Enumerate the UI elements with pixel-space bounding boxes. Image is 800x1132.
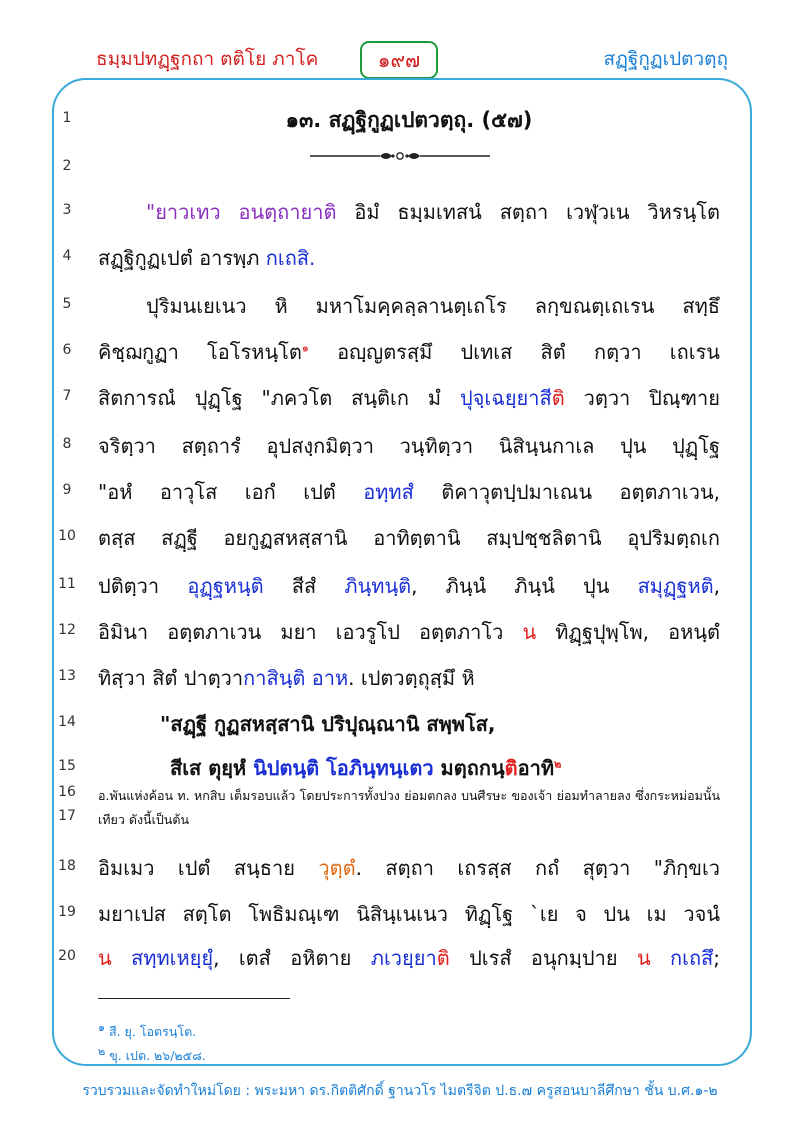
text-span: อญฺญตรสฺมึ ปเทเส สิตํ กตฺวา เถเรน bbox=[308, 340, 720, 364]
highlighted-word: สทฺทเหยฺยุํ bbox=[131, 946, 214, 970]
text-span: วตฺวา ปิณฺฑาย bbox=[564, 386, 720, 410]
highlighted-word: ปุจฺเฉยฺยาสี bbox=[459, 386, 552, 410]
text-line bbox=[146, 196, 720, 228]
highlighted-word: ติ bbox=[504, 756, 518, 780]
text-line bbox=[98, 104, 720, 137]
highlighted-word: กาสินฺติ bbox=[243, 666, 306, 690]
text-span: ตสฺส สฏฺฐี อยกูฏสหสฺสานิ อาทิตฺตานิ สมฺปชฺชลิตานิ อุปริมตฺถเก bbox=[98, 526, 720, 550]
text-line bbox=[98, 522, 720, 554]
footnote-2: $^๒$ ขุ. เปต. ๒๖/๒๕๘. bbox=[98, 1045, 206, 1064]
page-footer: รวบรวมและจัดทำใหม่โดย : พระมหา ดร.กิตติศักดิ์ ฐานวโร ไมตรีจิต ป.ธ.๗ ครูสอนบาลีศึกษา ชั้น บ.ศ.๑-๒ bbox=[82, 1083, 718, 1099]
text-line bbox=[98, 336, 720, 368]
highlighted-word: อทฺทสํ bbox=[363, 480, 414, 504]
ornament-divider-icon bbox=[300, 148, 500, 164]
text-line bbox=[160, 708, 720, 740]
footnote-1: $^๑$ สี. ยุ. โอตรนฺโต. bbox=[98, 1021, 197, 1040]
highlighted-word: ภเวยฺยา bbox=[370, 946, 437, 970]
line-number: 7 bbox=[62, 388, 72, 404]
highlighted-word: น bbox=[636, 946, 651, 970]
text-line bbox=[98, 786, 720, 806]
highlighted-word: น bbox=[522, 620, 537, 644]
highlighted-word: สมุฏฺฐหติ bbox=[637, 574, 714, 598]
line-number: 3 bbox=[62, 202, 72, 218]
text-span: ทิฏฺฐปุพฺโพ, อหนฺตํ bbox=[536, 620, 720, 644]
text-span: สิตการณํ ปุฏฺโฐ "ภควโต สนฺติเก มํ bbox=[98, 386, 460, 410]
text-line bbox=[98, 476, 720, 508]
running-header-right: สฏฺฐิกูฏเปตวตฺถุ bbox=[603, 48, 728, 70]
text-span: มตฺถกนฺ bbox=[433, 756, 505, 780]
highlighted-word: ภินฺทนฺติ bbox=[344, 574, 412, 598]
text-span: สีเส ตุยฺหํ bbox=[170, 756, 254, 780]
footnote-marker: ๒ bbox=[554, 757, 562, 771]
text-line bbox=[98, 242, 720, 274]
text-span: , ภินฺนํ ภินฺนํ ปุน bbox=[411, 574, 638, 598]
line-number: 11 bbox=[58, 576, 76, 592]
highlighted-word: โอภินฺทนฺเตว bbox=[326, 756, 434, 780]
text-span: สฏฺฐิกูฏเปตํ อารพฺภ bbox=[98, 246, 266, 270]
highlighted-word: น bbox=[98, 946, 112, 970]
highlighted-word: กเถสึ bbox=[670, 946, 714, 970]
text-span: ปติตฺวา bbox=[98, 574, 188, 598]
highlighted-word: ติ bbox=[551, 386, 565, 410]
line-number: 20 bbox=[58, 948, 76, 964]
text-span: จริตฺวา สตฺถารํ อุปสงฺกมิตฺวา วนฺทิตฺวา นิสินฺนกาเล ปุน ปุฏฺโฐ bbox=[98, 434, 720, 458]
footnote-marker: ๑ bbox=[301, 341, 309, 355]
text-span: ปเรสํ อนุกมฺปาย bbox=[449, 946, 637, 970]
text-span: สีสํ bbox=[263, 574, 345, 598]
text-span bbox=[651, 946, 670, 970]
line-number: 16 bbox=[58, 784, 76, 800]
highlighted-word: กเถสิ. bbox=[265, 246, 316, 270]
highlighted-word: ติ bbox=[436, 946, 450, 970]
highlighted-word: อุฏฺฐหนฺติ bbox=[187, 574, 264, 598]
highlighted-word: นิปตนฺติ bbox=[253, 756, 320, 780]
highlighted-word: อาห bbox=[311, 666, 349, 690]
text-span: , bbox=[713, 574, 720, 598]
text-span: อ.พันแห่งค้อน ท. หกสิบ เต็มรอบแล้ว โดยประการทั้งปวง ย่อมตกลง บนศีรษะ ของเจ้า ย่อมทำลายลง ซึ่งกระหม่อมนั้น bbox=[98, 788, 720, 803]
text-span: ทิสฺวา สิตํ ปาตฺวา bbox=[98, 666, 244, 690]
text-line bbox=[98, 898, 720, 930]
highlighted-word: ยาวเทว อนตฺถายาติ bbox=[155, 200, 337, 224]
line-number: 5 bbox=[62, 296, 72, 312]
line-number: 15 bbox=[58, 758, 76, 774]
text-span: , เตสํ อหิตาย bbox=[213, 946, 371, 970]
text-line bbox=[98, 570, 720, 602]
text-line bbox=[170, 752, 720, 784]
line-number: 4 bbox=[62, 248, 72, 264]
text-span: ๑๓. สฏฺฐิกูฏเปตวตฺถุ. (๕๗) bbox=[285, 108, 533, 132]
text-line bbox=[98, 616, 720, 648]
line-number: 19 bbox=[58, 904, 76, 920]
line-number: 18 bbox=[58, 858, 76, 874]
text-line bbox=[98, 852, 720, 884]
line-number: 9 bbox=[62, 482, 72, 498]
text-span: ; bbox=[713, 946, 721, 970]
line-number: 8 bbox=[62, 436, 72, 452]
text-span: คิชฺฌกูฏา โอโรหนฺโต bbox=[98, 340, 302, 364]
text-span: เทียว ดังนี้เป็นต้น bbox=[98, 812, 190, 827]
text-span: . เปตวตฺถุสฺมึ หิ bbox=[348, 666, 475, 690]
line-number: 1 bbox=[62, 110, 72, 126]
page-number-box: ๑๙๗ bbox=[360, 41, 438, 79]
text-span: มยาเปส สตฺโต โพธิมณฺเฑ นิสินฺเนเนว ทิฏฺโฐ `เย จ ปน เม วจนํ bbox=[98, 902, 720, 926]
text-line bbox=[98, 382, 720, 414]
text-span: ปุริมนเยเนว หิ มหาโมคฺคลฺลานตฺเถโร ลกฺขณตฺเถเรน สทฺธึ bbox=[146, 294, 720, 318]
text-line bbox=[98, 810, 720, 830]
highlighted-word: " bbox=[146, 200, 156, 224]
text-span: "อหํ อาวุโส เอกํ เปตํ bbox=[98, 480, 364, 504]
text-line bbox=[146, 290, 720, 322]
text-span: ติคาวุตปฺปมาเณน อตฺตภาเวน, bbox=[413, 480, 720, 504]
text-span bbox=[112, 946, 131, 970]
line-number: 2 bbox=[62, 158, 72, 174]
line-number: 10 bbox=[58, 528, 76, 544]
footnote-rule bbox=[98, 998, 290, 999]
line-number: 17 bbox=[58, 808, 76, 824]
text-span: "สฏฺฐี กูฏสหสฺสานิ ปริปุณฺณานิ สพฺพโส, bbox=[160, 712, 496, 736]
text-span: . สตฺถา เถรสฺส กถํ สุตฺวา "ภิกฺขเว bbox=[355, 856, 721, 880]
text-span: อาทิ bbox=[517, 756, 555, 780]
text-span: อิมํ ธมฺมเทสนํ สตฺถา เวฬุวเน วิหรนฺโต bbox=[336, 200, 720, 224]
text-line bbox=[98, 430, 720, 462]
line-number: 13 bbox=[58, 668, 76, 684]
text-span: อิมเมว เปตํ สนฺธาย bbox=[98, 856, 319, 880]
line-number: 12 bbox=[58, 622, 76, 638]
text-span: อิมินา อตฺตภาเวน มยา เอวรูโป อตฺตภาโว bbox=[98, 620, 523, 644]
line-number: 14 bbox=[58, 714, 76, 730]
highlighted-word: วุตฺตํ bbox=[318, 856, 356, 880]
line-number: 6 bbox=[62, 342, 72, 358]
running-header-left: ธมฺมปทฏฺฐกถา ตติโย ภาโค bbox=[96, 48, 319, 70]
text-line bbox=[98, 662, 720, 694]
text-line bbox=[98, 942, 720, 974]
